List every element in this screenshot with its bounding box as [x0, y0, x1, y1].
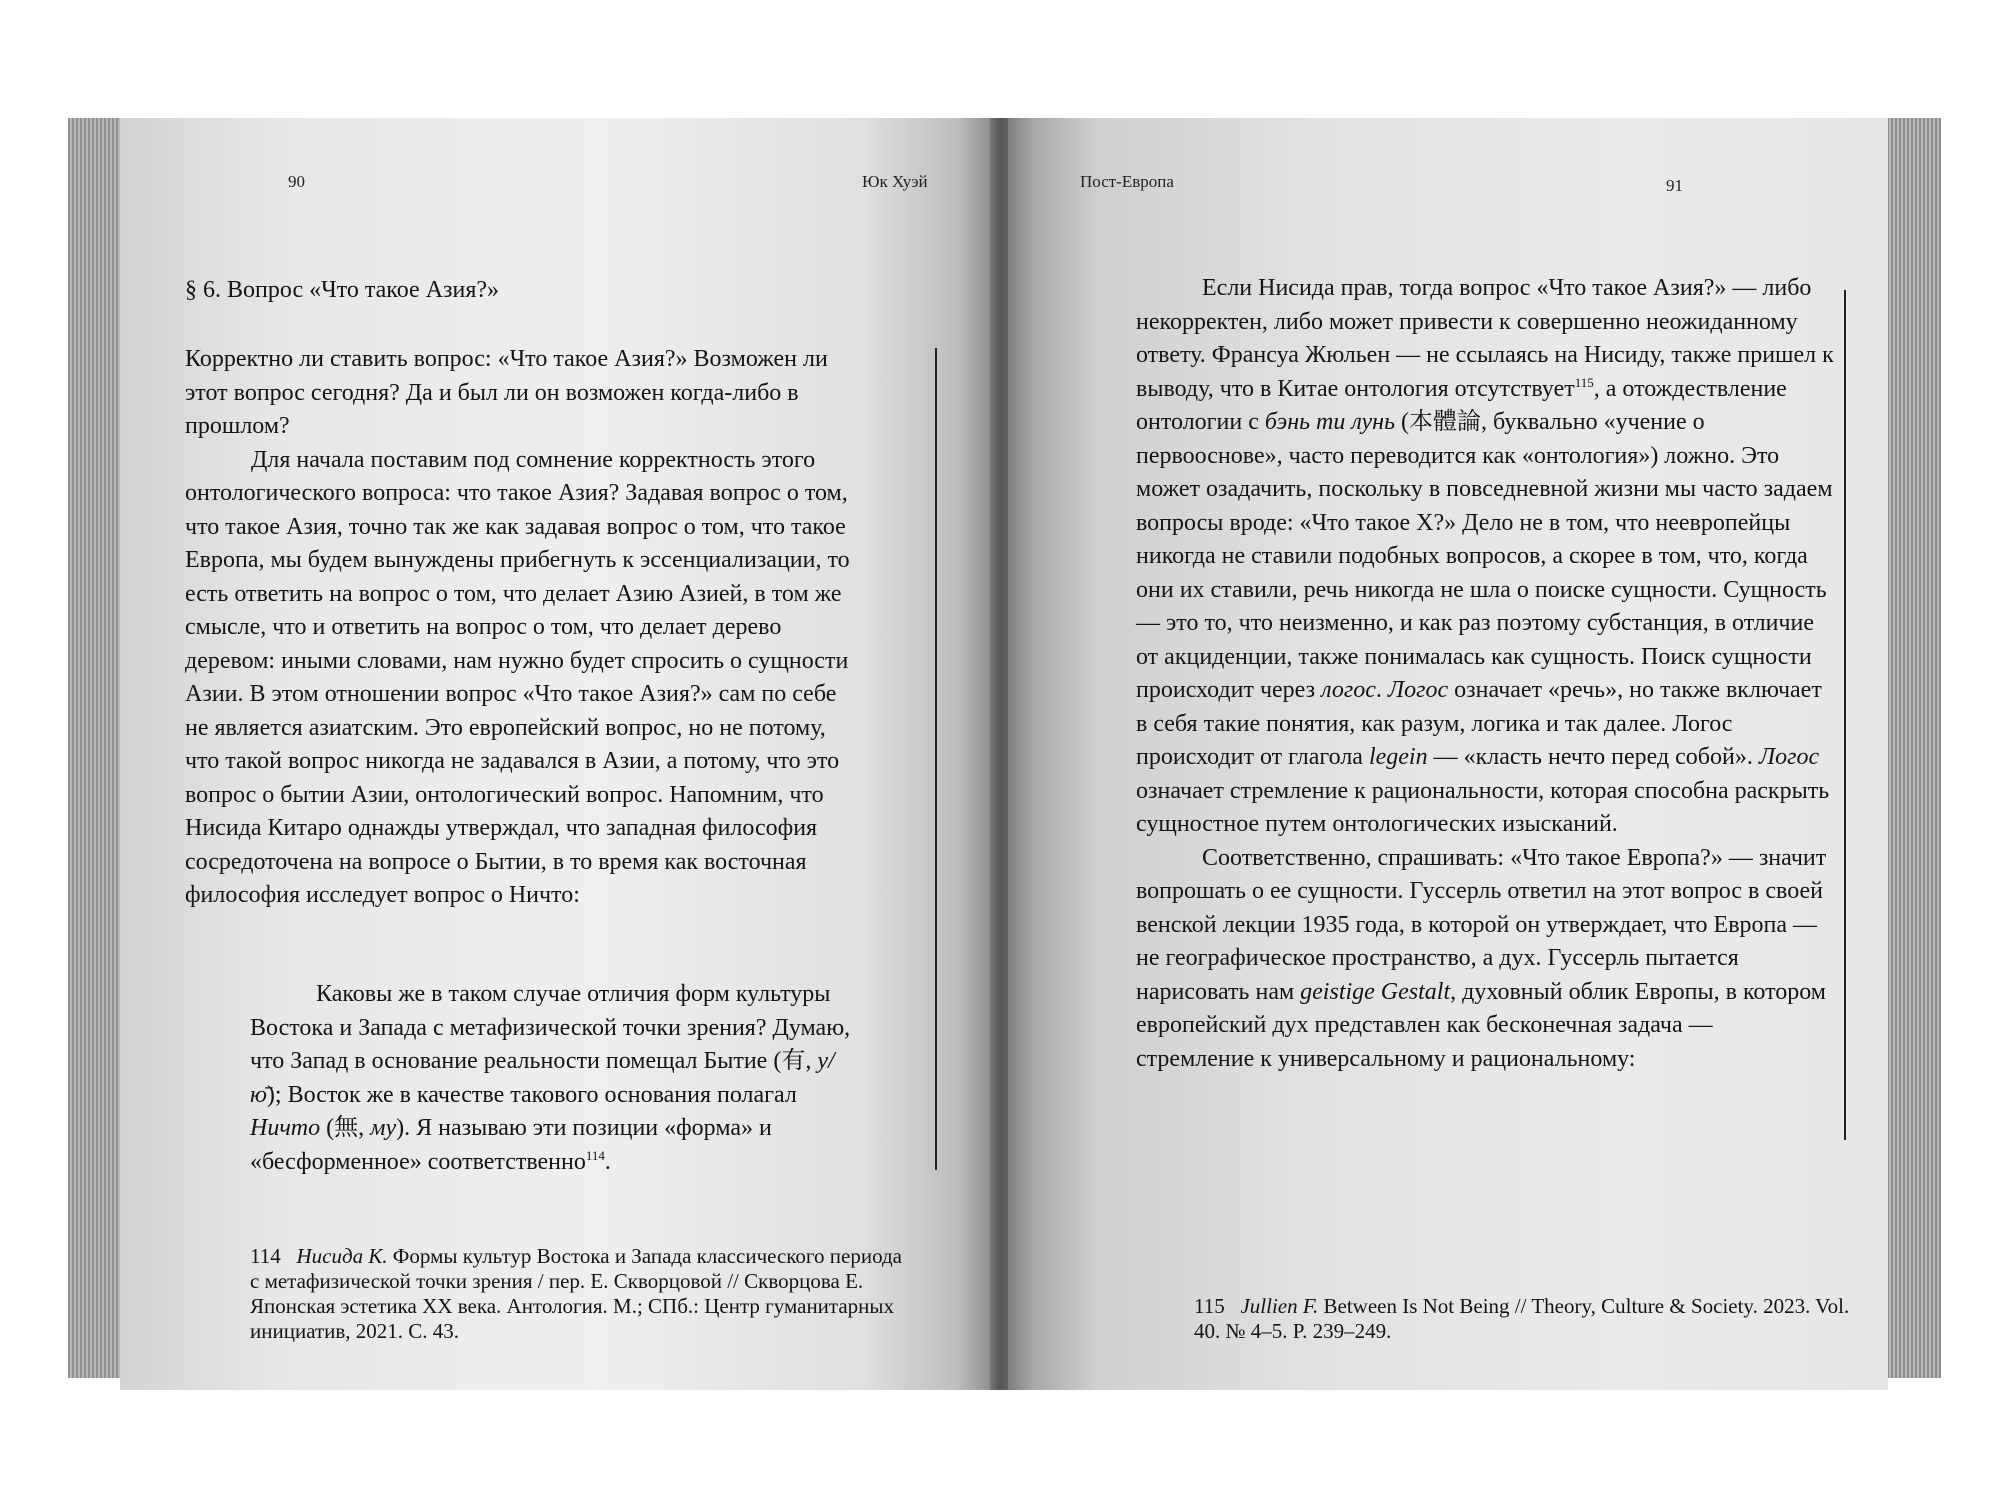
paragraph-4: Соответственно, спрашивать: «Что такое Европа?» — значит вопрошать о ее сущности. Гуссерль ответил на этот вопрос в своей венской лекции 1935 года, в которой он утверждает, что Европа — не географическое пространство, а дух. Гуссерль пытается нарисовать нам geistige Gestalt, духовный облик Европы, в котором европейский дух представлен как бесконечная задача — стремление к универсальному и рациональному:: [1136, 844, 1827, 1072]
running-head-right: Пост-Европа: [1080, 172, 1174, 191]
footnote-ref-115[interactable]: 115: [1574, 374, 1594, 390]
footnote-number: 114: [250, 1244, 281, 1268]
section-heading: § 6. Вопрос «Что такое Азия?»: [185, 277, 500, 303]
paragraph-3: Если Нисида прав, тогда вопрос «Что такое Азия?» — либо некорректен, либо может привести к совершенно неожиданному ответу. Франсуа Жюльен — не ссылаясь на Нисиду, также пришел к выводу, что в Китае онтология отсутствует$^{115}$, а отождествление онтологии с бэнь ти лунь (本體論, буквально «учение о первооснове», часто переводится как «онтология») ложно. Это может озадачить, поскольку в повседневной жизни мы часто задаем вопросы вроде: «Что такое X?» Дело не в том, что неевропейцы никогда не ставили подобных вопросов, а скорее в том, что, когда они их ставили, речь никогда не шла о поиске сущности. Сущность — это то, что неизменно, и как раз поэтому субстанция, в отличие от акциденции, также понималась как сущность. Поиск сущности происходит через логос. Логос означает «речь», но также включает в себя такие понятия, как разум, логика и так далее. Логос происходит от глагола legein — «класть нечто перед собой». Логос означает стремление к рациональности, которая способна раскрыть сущностное путем онтологических изысканий.: [1136, 275, 1834, 837]
quote-term-yu: у/ю̄: [250, 1048, 835, 1108]
right-page: [1008, 118, 1888, 1390]
running-head-left: Юк Хуэй: [862, 172, 928, 191]
page-number-left: 90: [288, 172, 305, 191]
page-edges-left: [68, 118, 128, 1378]
footnote-114: 114 Нисида К. Формы культур Востока и Запада классического периода с метафизической точки зрения / пер. Е. Скворцовой // Скворцова Е. Японская эстетика XX века. Антология. М.; СПб.: Центр гуманитарных инициатив, 2021. С. 43.: [250, 1244, 902, 1343]
footnote-author: Нисида К.: [296, 1244, 388, 1268]
right-body-text: [1136, 272, 1836, 1076]
footnote-115: 115 Jullien F. Between Is Not Being // Theory, Culture & Society. 2023. Vol. 40. № 4–5. P. 239–249.: [1194, 1294, 1850, 1343]
footnote-author: Jullien F.: [1240, 1294, 1319, 1318]
left-page: [120, 118, 993, 1390]
margin-rule-right: [1844, 290, 1846, 1140]
paragraph-1: Корректно ли ставить вопрос: «Что такое Азия?» Возможен ли этот вопрос сегодня? Да и был ли он возможен когда-либо в прошлом?: [185, 346, 828, 439]
footnote-ref-114[interactable]: 114: [585, 1147, 605, 1163]
margin-rule-left: [935, 348, 937, 1170]
footnote-number: 115: [1194, 1294, 1225, 1318]
paragraph-2: Для начала поставим под сомнение корректность этого онтологического вопроса: что такое Азия? Задавая вопрос о том, что такое Азия, точно так же как задавая вопрос о том, что такое Европа, мы будем вынуждены прибегнуть к эссенциализации, то есть ответить на вопрос о том, что делает Азию Азией, в том же смысле, что и ответить на вопрос о том, что делает дерево деревом: иными словами, нам нужно будет спросить о сущности Азии. В этом отношении вопрос «Что такое Азия?» сам по себе не является азиатским. Это европейский вопрос, но не потому, что такой вопрос никогда не задавался в Азии, а потому, что это вопрос о бытии Азии, онтологический вопрос. Напомним, что Нисида Китаро однажды утверждал, что западная философия сосредоточена на вопросе о Бытии, в то время как восточная философия исследует вопрос о Ничто:: [185, 446, 850, 908]
quote-term-nothing: Ничто: [250, 1115, 321, 1141]
page-edges-right: [1885, 118, 1941, 1378]
page-number-right: 91: [1666, 176, 1683, 195]
left-body-text: [185, 343, 858, 913]
block-quote: Каковы же в таком случае отличия форм культуры Востока и Запада с метафизической точки зрения? Думаю, что Запад в основание реальности помещал Бытие (有, у/ю̄); Восток же в качестве такового основания полагал Ничто (無, му). Я называю эти позиции «форма» и «бесформенное» соответственно$^{114}$.: [250, 981, 851, 1175]
quote-term-mu: му: [370, 1115, 397, 1141]
